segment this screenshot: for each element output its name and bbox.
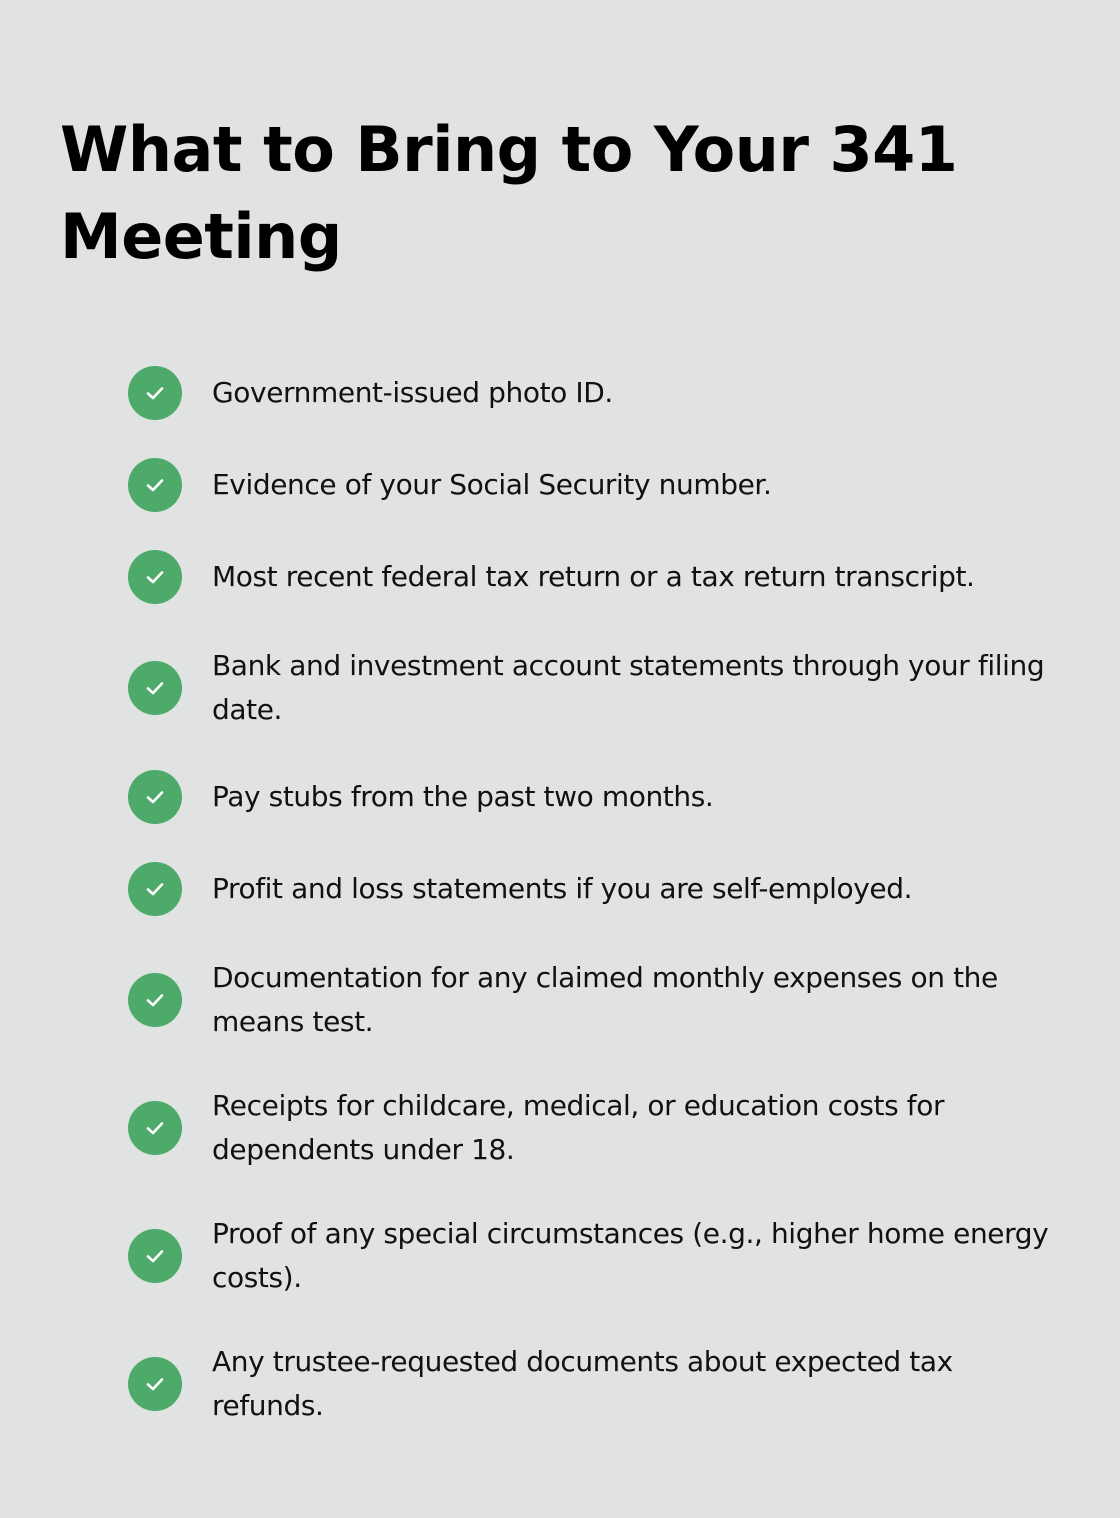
checklist-item-label: Profit and loss statements if you are self-employed. [212, 872, 913, 905]
checklist-item [128, 644, 1068, 732]
check-circle-icon [128, 973, 182, 1027]
checklist-item-label: Receipts for childcare, medical, or education costs for dependents under 18. [212, 1089, 945, 1166]
checklist-item [128, 458, 1068, 512]
check-circle-icon [128, 770, 182, 824]
checklist-item-label: Most recent federal tax return or a tax return transcript. [212, 560, 975, 593]
check-circle-icon [128, 1101, 182, 1155]
checklist-item [128, 366, 1068, 420]
checklist-item [128, 1340, 1068, 1428]
check-circle-icon [128, 550, 182, 604]
checklist-item-label: Proof of any special circumstances (e.g., higher home energy costs). [212, 1217, 1049, 1294]
check-circle-icon [128, 862, 182, 916]
page-title: What to Bring to Your 341 Meeting [60, 113, 958, 273]
check-circle-icon [128, 1357, 182, 1411]
check-circle-icon [128, 366, 182, 420]
checklist-item [128, 956, 1068, 1044]
checklist-item [128, 1084, 1068, 1172]
checklist-item-label: Pay stubs from the past two months. [212, 780, 714, 813]
checklist-item [128, 1212, 1068, 1300]
checklist-item [128, 550, 1068, 604]
checklist-item-label: Evidence of your Social Security number. [212, 468, 772, 501]
checklist-item [128, 862, 1068, 916]
checklist-item-label: Documentation for any claimed monthly expenses on the means test. [212, 961, 998, 1038]
checklist-item-label: Government-issued photo ID. [212, 376, 613, 409]
check-circle-icon [128, 661, 182, 715]
check-circle-icon [128, 1229, 182, 1283]
checklist-item-label: Any trustee-requested documents about expected tax refunds. [212, 1345, 953, 1422]
check-circle-icon [128, 458, 182, 512]
checklist-item-label: Bank and investment account statements through your filing date. [212, 649, 1045, 726]
checklist-item [128, 770, 1068, 824]
